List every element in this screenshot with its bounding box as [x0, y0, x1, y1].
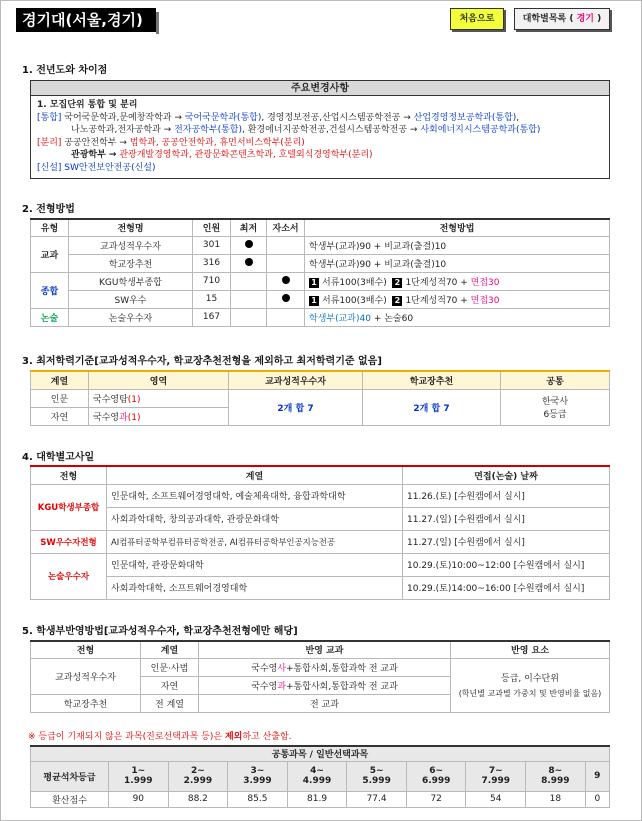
track-name: 학교장추천 [69, 254, 193, 272]
col-header: 전형명 [69, 219, 193, 236]
track-count: 301 [193, 236, 231, 254]
col-header: 전형방법 [305, 219, 610, 236]
merge-text: 국어국문학과,문예창작학과 → [64, 112, 182, 123]
university-list-button[interactable] [514, 8, 610, 30]
split-result: 법학과, 공공안전학과, 휴먼서비스학부(분리) [129, 137, 305, 148]
minimum-flag [231, 272, 267, 290]
col-header: 계열 [31, 371, 89, 389]
table-row [31, 576, 610, 599]
subject-part: 국수영 [251, 663, 278, 674]
grade-range-start: 3~ [250, 766, 265, 776]
col-header: 인원 [193, 219, 231, 236]
col-header: 유형 [31, 219, 69, 236]
merge-line-2 [37, 124, 603, 137]
minimum-flag [231, 254, 267, 272]
changes-heading: 1. 모집단위 통합 및 분리 [37, 100, 138, 110]
table-row [31, 658, 610, 676]
area-text: 국수영 [93, 412, 120, 423]
row-label: 환산점수 [31, 791, 109, 807]
col-header: 반영 요소 [451, 641, 610, 658]
essay-flag [267, 254, 305, 272]
university-list-badge: ( 경기 ) [569, 14, 602, 24]
area-count: (1) [127, 394, 141, 405]
category-cell: 교과 [31, 236, 69, 272]
new-tag: [신설] [37, 162, 62, 173]
section-1-title: 1. 전년도와 차이점 [22, 65, 108, 76]
subject-part: +통합사회,통합과학 전 교과 [286, 663, 398, 674]
method-part: 학생부(교과)40 [309, 313, 371, 324]
series-cell: 자연 [141, 676, 199, 694]
new-line [37, 162, 603, 175]
category-cell: 종합 [31, 272, 69, 308]
grade-conversion-table [30, 745, 610, 808]
grade-range-start: 8~ [548, 766, 563, 776]
section-3-title: 3. 최저학력기준[교과성적우수자, 학교장추천전형을 제외하고 최저학력기준 없음] [22, 356, 382, 367]
new-text: SW안전보안전공(신설) [64, 162, 156, 173]
track-count: 15 [193, 290, 231, 308]
table-row [31, 761, 610, 791]
track-cell: 교과성적우수자 [31, 658, 141, 694]
note-mark: ※ [28, 732, 36, 742]
table-row [31, 791, 610, 807]
changes-box [30, 80, 610, 179]
page-header [0, 0, 642, 38]
row-label: 평균석차등급 [31, 761, 109, 791]
col-header: 공통 [501, 371, 610, 389]
record-method-table [30, 640, 610, 713]
grade-range-end: 6.999 [421, 776, 451, 786]
subject-part: +통합사회,통합과학 전 교과 [286, 681, 398, 692]
grade-cell [347, 761, 407, 791]
col-header: 교과성적우수자 [229, 371, 363, 389]
col-header: 학교장추천 [363, 371, 501, 389]
merge-result: 산업경영정보공학과(통합) [413, 112, 517, 123]
table-row [31, 272, 610, 290]
table-header-row [31, 371, 610, 389]
table-header-row [31, 641, 610, 658]
track-cell: KGU학생부종합 [31, 484, 107, 530]
note-text: 하고 산출함. [242, 732, 292, 742]
track-name: 교과성적우수자 [69, 236, 193, 254]
category-cell: 논술 [31, 308, 69, 326]
note-emphasis: 제외 [224, 732, 243, 742]
split-line-1 [37, 137, 603, 150]
score-cell: 72 [406, 791, 466, 807]
minimum-standard-table [30, 370, 610, 426]
method-part: 면접30 [470, 295, 500, 306]
method-part: 서류100(3배수) [322, 295, 387, 306]
university-list-label: 대학별목록 [522, 14, 567, 24]
dot-icon [245, 258, 253, 266]
grade-cell [585, 761, 609, 791]
merge-result: 국어국문학과(통합) [184, 112, 262, 123]
method-part: 면접30 [470, 277, 500, 288]
merge-text: , 경영정보전공,산업시스템공학전공 → [261, 112, 411, 123]
split-line-2 [37, 149, 603, 162]
col-header: 반영 교과 [199, 641, 451, 658]
changes-body [31, 96, 609, 178]
method-part: 1단계성적70 + [405, 277, 468, 288]
grade-range-start: 4~ [310, 766, 324, 776]
grade-range-start: 2~ [190, 766, 205, 776]
table-header-row [31, 466, 610, 484]
elements-main: 등급, 이수단위 [501, 674, 559, 684]
dot-icon [282, 276, 290, 284]
subject-social: 사 [277, 663, 287, 674]
score-cell: 77.4 [347, 791, 407, 807]
split-text: 공공안전학부 → [64, 137, 127, 148]
track-name: KGU학생부종합 [69, 272, 193, 290]
table-header-row [31, 219, 610, 236]
grade-range-end: 5.999 [362, 776, 391, 786]
area-count: (1) [127, 412, 141, 423]
step-2-badge: 2 [392, 296, 402, 306]
method-part: 서류100(3배수) [322, 277, 387, 288]
table-row [31, 507, 610, 530]
series-cell: 인문·사범 [141, 658, 199, 676]
grade-cell [287, 761, 347, 791]
merge-result: 전자공학부(통합) [174, 125, 242, 135]
note-text: 등급이 기재되지 않은 과목(진로선택과목 등)은 [38, 732, 223, 742]
elements-cell [451, 658, 610, 712]
col-header: 계열 [107, 466, 403, 484]
method-part: 1단계성적70 + [405, 295, 468, 306]
table-row [31, 236, 610, 254]
table-caption-row [31, 746, 610, 761]
area-science: 과 [119, 412, 128, 423]
essay-flag [267, 308, 305, 326]
track-count: 167 [193, 308, 231, 326]
subject-requirement: 2개 합 7 [229, 389, 363, 425]
track-method: 학생부(교과)90 + 비교과(출결)10 [305, 236, 610, 254]
col-header: 계열 [141, 641, 199, 658]
table-row [31, 389, 610, 407]
series-cell: 자연 [31, 407, 89, 425]
changes-box-title: 주요변경사항 [31, 81, 609, 96]
table-row [31, 254, 610, 272]
track-name: 논술우수자 [69, 308, 193, 326]
common-grade: 6등급 [543, 410, 567, 420]
common-requirement [501, 389, 610, 425]
section-2-title: 2. 전형방법 [22, 204, 75, 215]
date-cell: 11.27.(일) [수원캠에서 실시] [403, 530, 610, 553]
grade-range-start: 7~ [488, 766, 503, 776]
score-cell: 81.9 [287, 791, 347, 807]
track-method: 학생부(교과)90 + 비교과(출결)10 [305, 254, 610, 272]
series-cell: 인문대학, 소프트웨어경영대학, 예술체육대학, 융합과학대학 [107, 484, 403, 507]
page-title: 경기대(서울,경기) [16, 8, 156, 32]
minimum-flag [231, 290, 267, 308]
subject-science: 과 [277, 681, 287, 692]
series-cell: 인문 [31, 389, 89, 407]
area-cell [89, 389, 229, 407]
merge-line-1 [37, 112, 603, 125]
track-cell: 논술우수자 [31, 553, 107, 599]
track-count: 710 [193, 272, 231, 290]
grade-cell [109, 761, 169, 791]
section-4-title: 4. 대학별고사일 [22, 452, 95, 463]
series-cell: 사회과학대학, 소프트웨어경영대학 [107, 576, 403, 599]
split-result: 관광개발경영학과, 관광문화콘텐츠학과, 호텔외식경영학부(분리) [119, 150, 373, 160]
score-cell: 54 [466, 791, 526, 807]
common-subject: 한국사 [541, 397, 569, 407]
col-header: 최저 [231, 219, 267, 236]
split-text: 관광학부 → [71, 150, 117, 160]
merge-result: 사회에너지시스템공학과(통합) [420, 125, 541, 135]
grade-range-end: 7.999 [481, 776, 510, 786]
exam-date-table [30, 465, 610, 600]
dot-icon [282, 294, 290, 302]
subject-cell: 전 교과 [199, 694, 451, 712]
grade-range-end: 4.999 [302, 776, 332, 786]
principal-requirement: 2개 합 7 [363, 389, 501, 425]
grade-range-start: 9 [594, 771, 601, 781]
merge-text: , [516, 112, 520, 123]
minimum-flag [231, 236, 267, 254]
score-cell: 88.2 [168, 791, 228, 807]
admission-methods-table [30, 218, 610, 327]
region-badge: 경기 [576, 14, 594, 24]
series-cell: AI컴퓨터공학부컴퓨터공학전공, AI컴퓨터공학부인공지능전공 [107, 530, 403, 553]
col-header: 자소서 [267, 219, 305, 236]
series-cell: 전 계열 [141, 694, 199, 712]
table-row [31, 290, 610, 308]
track-cell: 학교장추천 [31, 694, 141, 712]
table-row [31, 553, 610, 576]
minimum-flag [231, 308, 267, 326]
score-cell: 85.5 [228, 791, 288, 807]
dot-icon [245, 240, 253, 248]
col-header: 전형 [31, 641, 141, 658]
section-5-title: 5. 학생부반영방법[교과성적우수자, 학교장추천전형에만 해당] [22, 626, 298, 637]
grade-range-start: 6~ [429, 766, 444, 776]
track-count: 316 [193, 254, 231, 272]
grade-range-end: 3.999 [243, 776, 272, 786]
grade-cell [228, 761, 288, 791]
area-cell [89, 407, 229, 425]
step-1-badge: 1 [309, 278, 319, 288]
subject-part: 국수영 [251, 681, 278, 692]
grade-cell [168, 761, 228, 791]
step-1-badge: 1 [309, 296, 319, 306]
col-header: 면접(논술) 날짜 [403, 466, 610, 484]
series-cell: 인문대학, 관광문화대학 [107, 553, 403, 576]
title-shadow [156, 12, 159, 34]
table-row [31, 530, 610, 553]
grade-cell [406, 761, 466, 791]
date-cell: 11.26.(토) [수원캠에서 실시] [403, 484, 610, 507]
area-text: 국수영탐 [93, 394, 128, 405]
track-method [305, 308, 610, 326]
home-button[interactable]: 처음으로 [450, 8, 504, 30]
score-cell: 90 [109, 791, 169, 807]
grade-table-caption: 공통과목 / 일반선택과목 [31, 746, 610, 761]
col-header: 영역 [89, 371, 229, 389]
elements-note: (학년별 교과별 가중치 및 반영비율 없음) [458, 689, 602, 698]
merge-tag: [통합] [37, 112, 62, 123]
subject-cell [199, 676, 451, 694]
merge-text: , 환경에너지공학전공,건설시스템공학전공 → [241, 125, 418, 135]
table-row [31, 308, 610, 326]
track-cell: SW우수자전형 [31, 530, 107, 553]
grade-range-start: 1~ [131, 766, 146, 776]
track-name: SW우수 [69, 290, 193, 308]
grade-range-end: 2.999 [183, 776, 213, 786]
method-part: + 논술60 [373, 313, 414, 324]
table-row [31, 484, 610, 507]
track-method [305, 272, 610, 290]
date-cell: 11.27.(일) [수원캠에서 실시] [403, 507, 610, 530]
grade-cell [526, 761, 586, 791]
score-cell: 18 [526, 791, 586, 807]
date-cell: 10.29.(토)14:00~16:00 [수원캠에서 실시] [403, 576, 610, 599]
grade-range-end: 8.999 [541, 776, 570, 786]
essay-flag [267, 236, 305, 254]
merge-text: 나노공학과,전자공학과 → [71, 125, 172, 135]
split-tag: [분리] [37, 137, 62, 148]
series-cell: 사회과학대학, 창의공과대학, 관광문화대학 [107, 507, 403, 530]
grade-range-start: 5~ [369, 766, 384, 776]
essay-flag [267, 290, 305, 308]
step-2-badge: 2 [392, 278, 402, 288]
score-cell: 0 [585, 791, 609, 807]
essay-flag [267, 272, 305, 290]
subject-cell [199, 658, 451, 676]
date-cell: 10.29.(토)10:00~12:00 [수원캠에서 실시] [403, 553, 610, 576]
col-header: 전형 [31, 466, 107, 484]
exclusion-note [28, 729, 292, 742]
track-method [305, 290, 610, 308]
grade-cell [466, 761, 526, 791]
grade-range-end: 1.999 [124, 776, 153, 786]
